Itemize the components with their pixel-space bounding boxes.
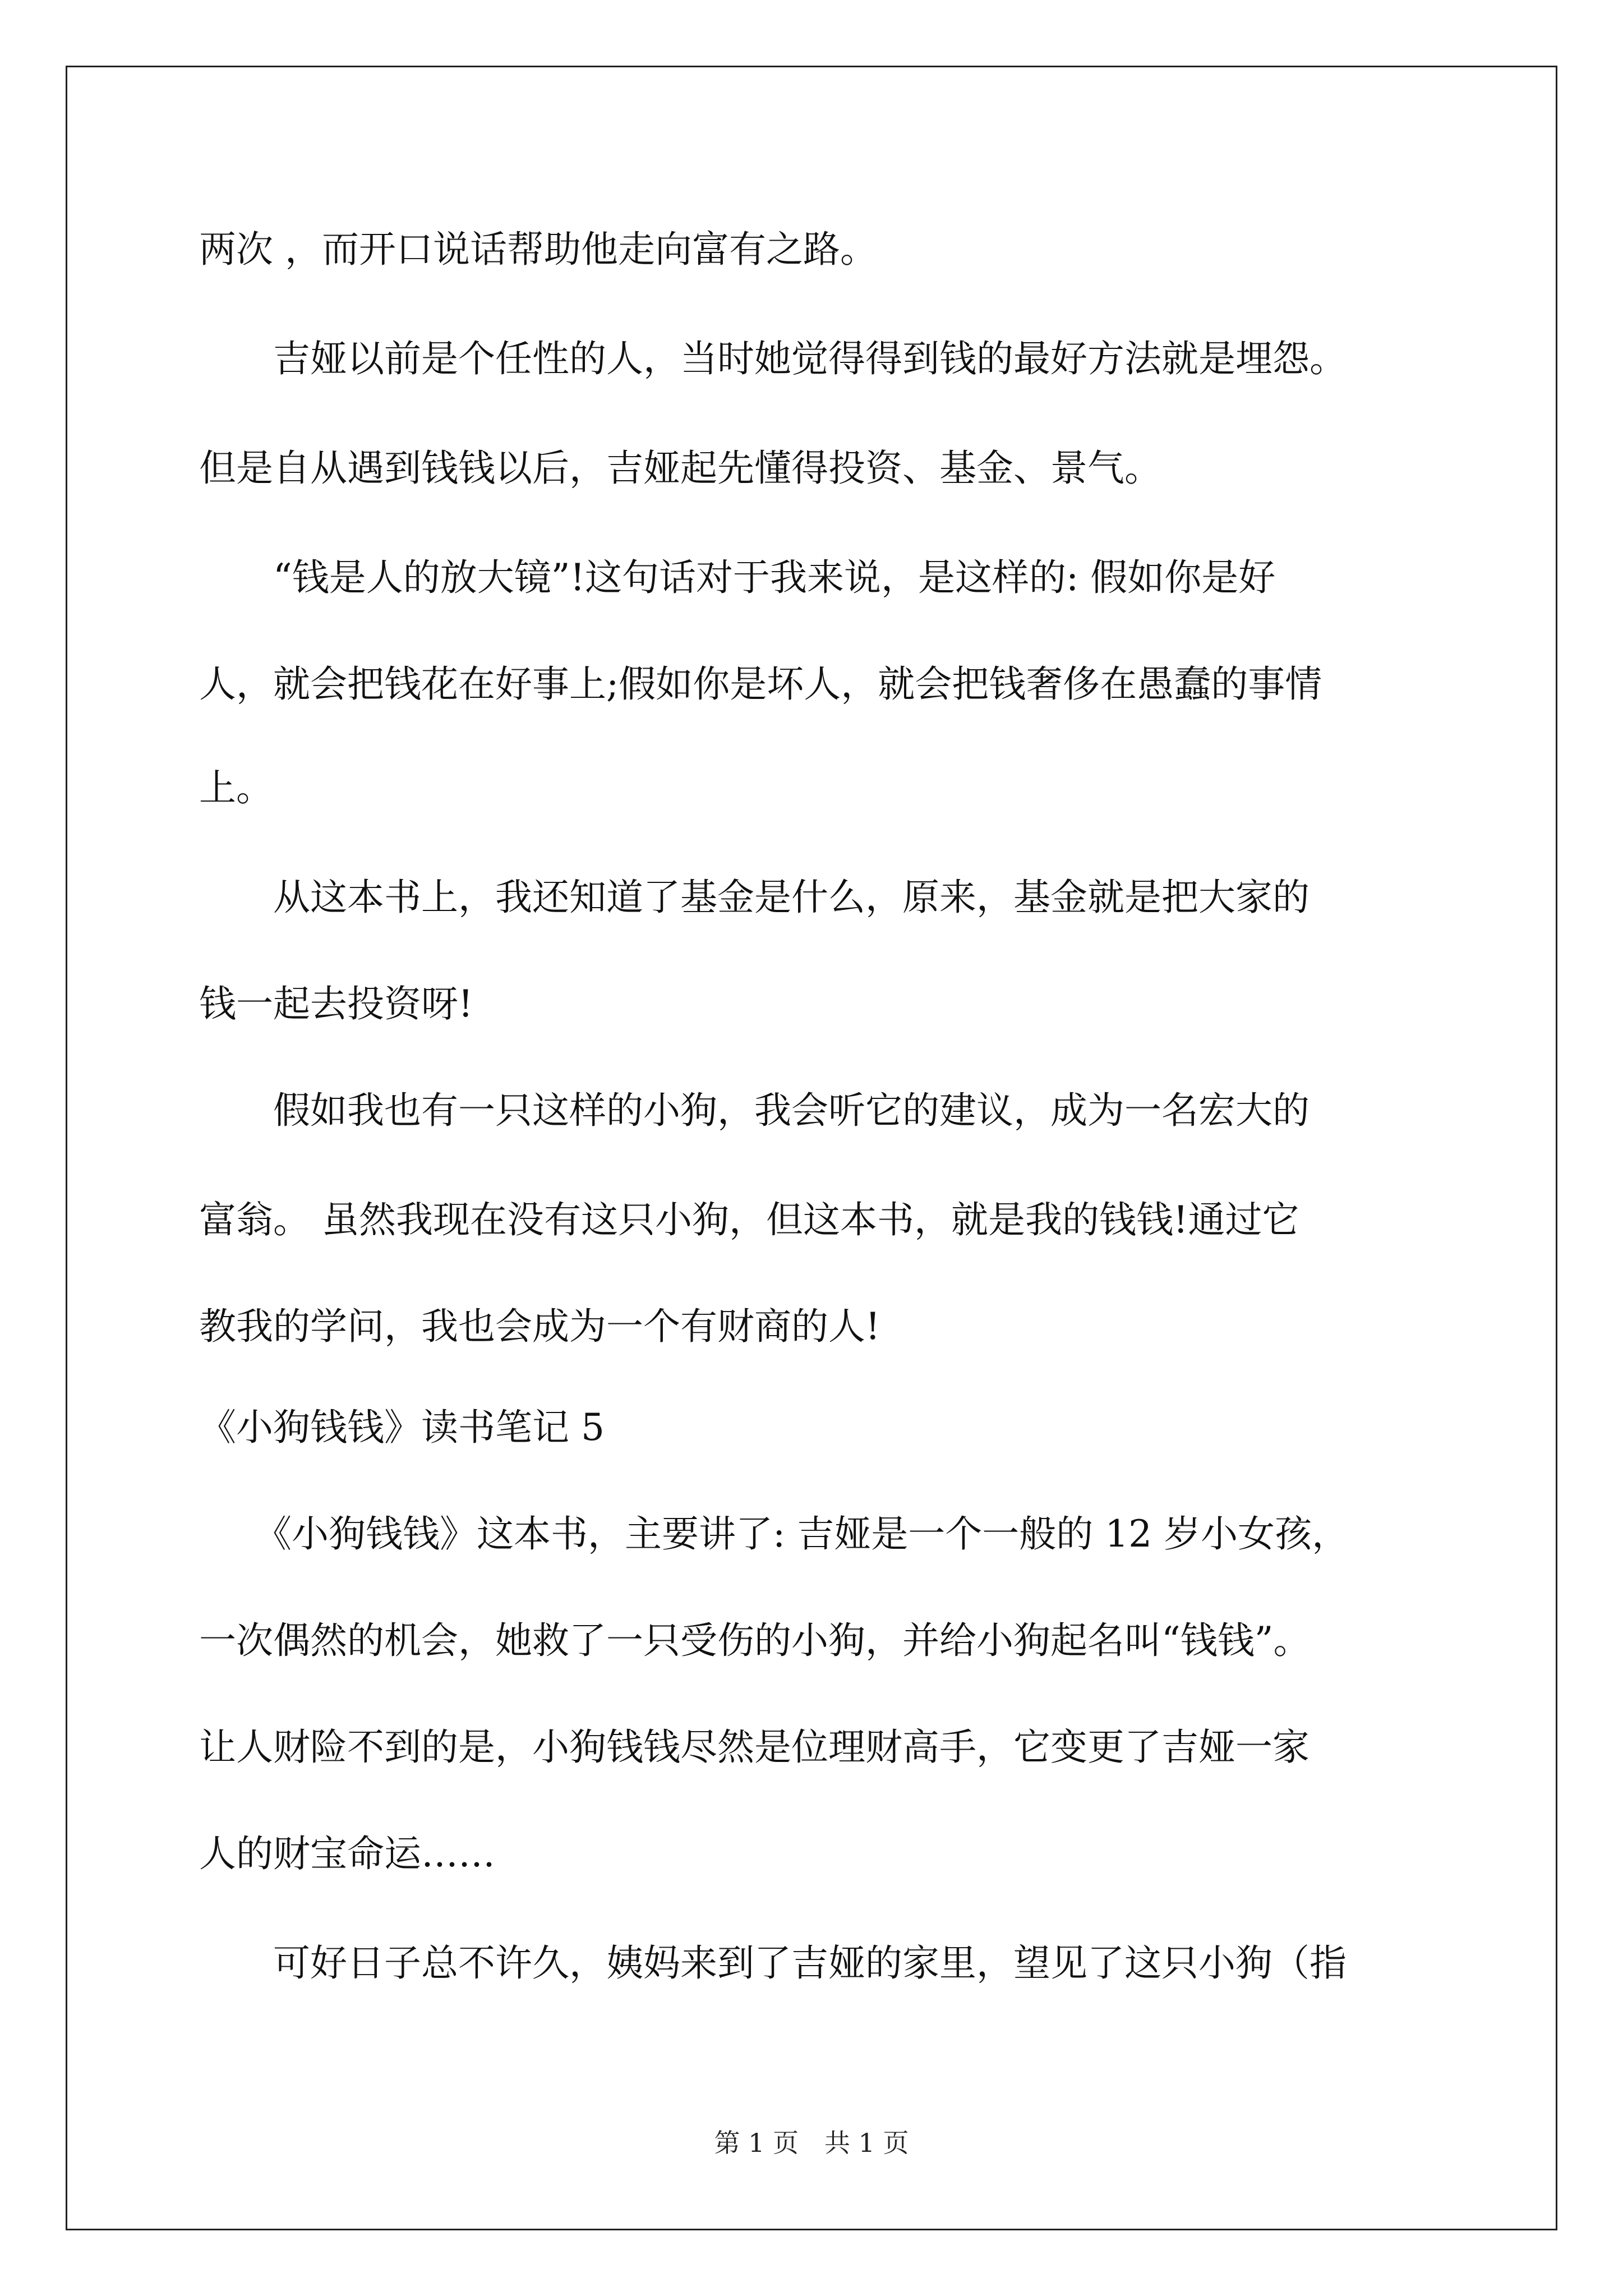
text-line: 上。 xyxy=(199,766,273,809)
text-line: 假如我也有一只这样的小狗，我会听它的建议，成为一名宏大的 xyxy=(199,1089,1310,1132)
text-line: 富翁。 虽然我现在没有这只小狗，但这本书，就是我的钱钱!通过它 xyxy=(199,1198,1299,1241)
text-line: 人的财宝命运…… xyxy=(199,1832,495,1875)
text-line: 两次 ，而开口说话帮助他走向富有之路。 xyxy=(199,228,877,271)
text-line: 一次偶然的机会，她救了一只受伤的小狗，并给小狗起名叫“钱钱”。 xyxy=(199,1619,1311,1662)
page-footer: 第 1 页 共 1 页 xyxy=(714,2128,909,2158)
section-heading: 《小狗钱钱》读书笔记 5 xyxy=(199,1406,605,1449)
text-line: 人，就会把钱花在好事上;假如你是坏人，就会把钱奢侈在愚蠢的事情 xyxy=(199,662,1322,706)
text-line: 教我的学问，我也会成为一个有财商的人! xyxy=(199,1305,880,1348)
text-line: 但是自从遇到钱钱以后，吉娅起先懂得投资、基金、景气。 xyxy=(199,447,1161,490)
text-line: 《小狗钱钱》这本书，主要讲了: 吉娅是一个一般的 12 岁小女孩， xyxy=(199,1512,1349,1556)
page-frame xyxy=(66,66,1557,2230)
text-line: 可好日子总不许久，姨妈来到了吉娅的家里，望见了这只小狗（指 xyxy=(199,1941,1347,1985)
text-line: 从这本书上，我还知道了基金是什么，原来，基金就是把大家的 xyxy=(199,876,1310,919)
text-line: “钱是人的放大镜”!这句话对于我来说，是这样的: 假如你是好 xyxy=(199,556,1276,599)
text-line: 吉娅以前是个任性的人，当时她觉得得到钱的最好方法就是埋怨。 xyxy=(199,337,1347,380)
text-line: 让人财险不到的是，小狗钱钱尽然是位理财高手，它变更了吉娅一家 xyxy=(199,1726,1310,1769)
text-line: 钱一起去投资呀! xyxy=(199,982,473,1025)
